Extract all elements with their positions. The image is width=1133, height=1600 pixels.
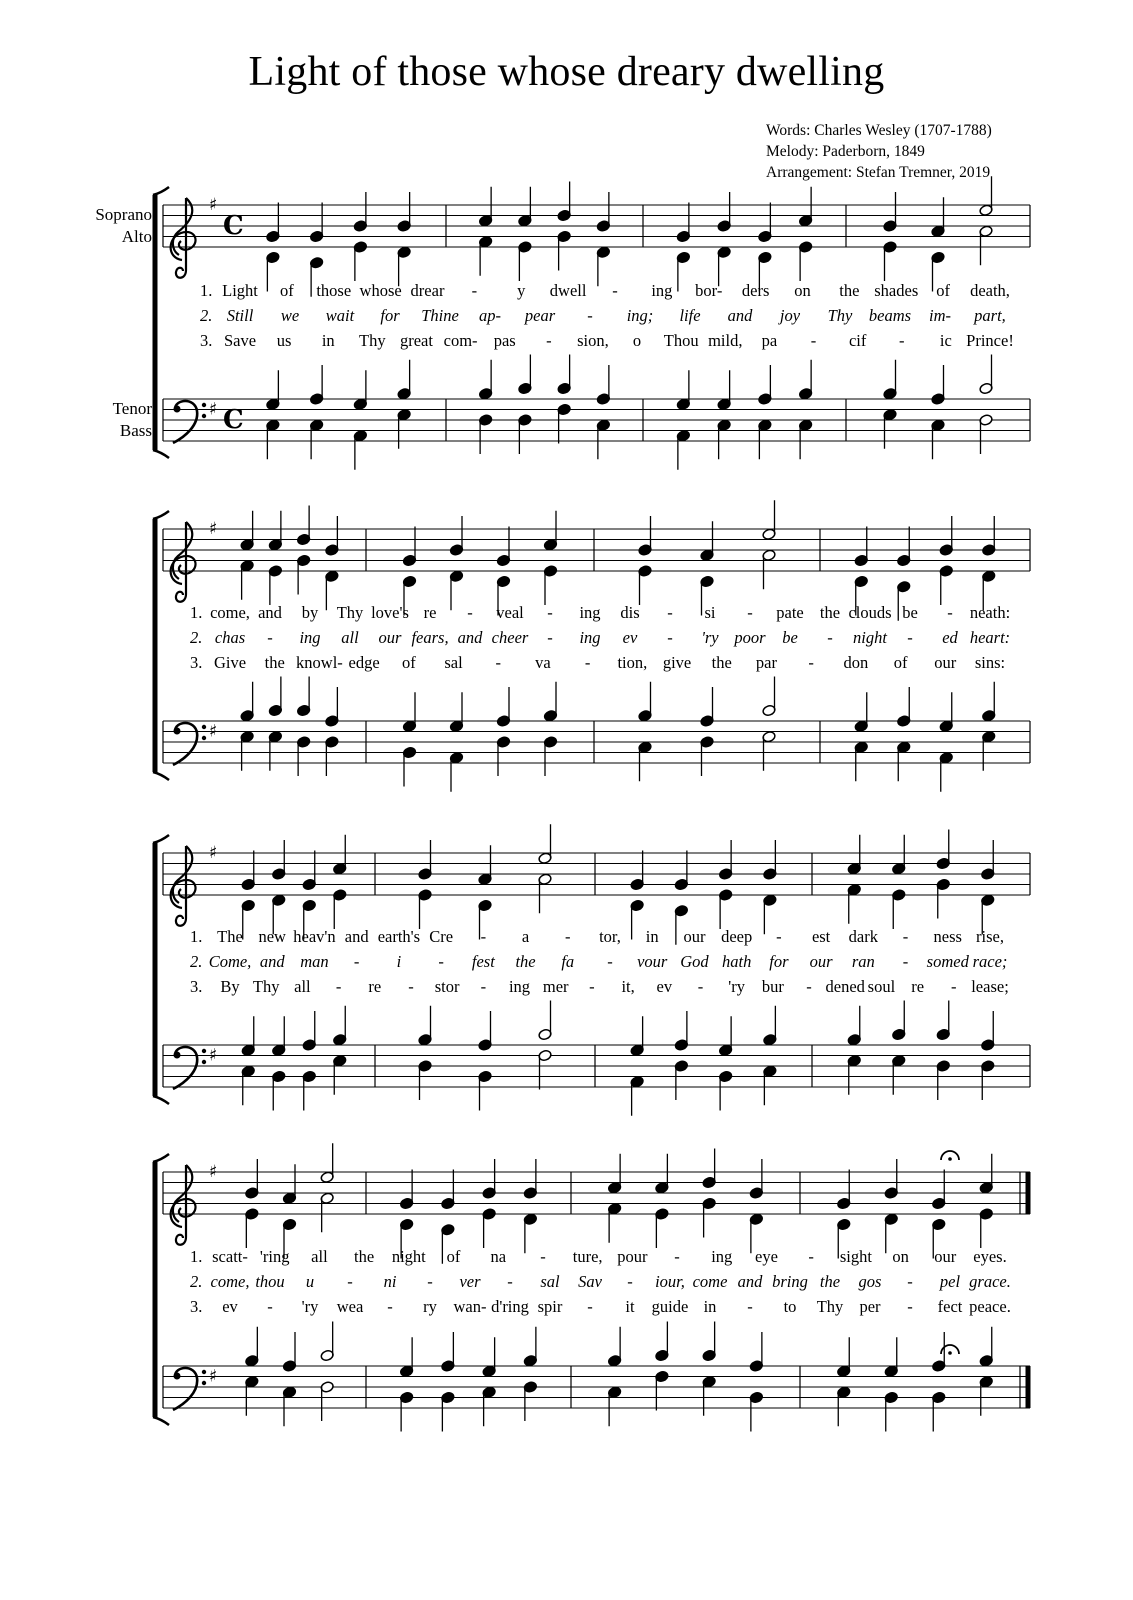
lyric-syllable: - — [387, 1297, 393, 1316]
lyric-syllable: 'ry — [728, 977, 746, 996]
lyric-syllable: grace. — [969, 1272, 1011, 1291]
lyric-syllable: ed — [942, 628, 958, 647]
verse-number: 3. — [190, 977, 203, 996]
lyric-syllable: neath: — [969, 603, 1011, 622]
lyric-syllable: our — [378, 628, 402, 647]
lyric-syllable: a — [521, 927, 530, 946]
lyric-syllable: si — [704, 603, 716, 622]
lyric-syllable: 'ry — [701, 628, 719, 647]
lyric-syllable: 'ring — [259, 1247, 290, 1266]
lyric-syllable: o — [632, 331, 642, 350]
lyric-syllable: our — [934, 1247, 957, 1266]
lyric-syllable: tion, — [617, 653, 648, 672]
lyric-syllable: - — [540, 1247, 546, 1266]
lyric-syllable: give — [662, 653, 692, 672]
lyric-syllable: soul — [867, 977, 896, 996]
sharp-key-signature-icon: ♯ — [209, 195, 218, 215]
lyric-syllable: - — [565, 927, 571, 946]
lyric-syllable: tor, — [599, 927, 621, 946]
verse-number: 3. — [200, 331, 213, 350]
lyric-syllable: va — [535, 653, 551, 672]
lyric-syllable: our — [809, 952, 833, 971]
lyric-syllable: our — [683, 927, 706, 946]
lyric-syllable: the — [515, 952, 536, 971]
lyric-line-verse-1 — [0, 281, 1133, 303]
lyric-syllable: edge — [348, 653, 380, 672]
lyric-syllable: - — [810, 331, 817, 350]
lyric-syllable: par — [755, 653, 778, 672]
lyric-syllable: of — [401, 653, 416, 672]
lyric-syllable: all — [311, 1247, 328, 1266]
lyric-syllable: joy — [779, 306, 801, 325]
lyric-syllable: - — [507, 1272, 513, 1291]
lyric-syllable: pel — [939, 1272, 961, 1291]
verse-number: 2. — [190, 952, 203, 971]
fermata-dot — [948, 1157, 952, 1161]
lyric-syllable: Save — [223, 331, 257, 350]
lyric-syllable: - — [907, 1272, 913, 1291]
lyric-syllable: ing; — [626, 306, 654, 325]
lyric-syllable: Cre — [429, 927, 454, 946]
lyric-syllable: d'ring — [491, 1297, 529, 1316]
lyric-syllable: great — [399, 331, 433, 350]
lyric-syllable: sion, — [577, 331, 609, 350]
lyric-syllable: in — [321, 331, 335, 350]
lyric-syllable: night — [391, 1247, 426, 1266]
lyric-syllable: ing — [508, 977, 531, 996]
lyric-syllable: Come, — [208, 952, 252, 971]
lyric-syllable: lease; — [971, 977, 1009, 996]
lyric-syllable: wea — [336, 1297, 364, 1316]
lyric-syllable: ture, — [572, 1247, 603, 1266]
lyric-syllable: By — [220, 977, 240, 996]
lyric-syllable: ing — [651, 281, 673, 300]
lyric-syllable: - — [408, 977, 414, 996]
lyric-syllable: we — [280, 306, 300, 325]
lyric-syllable: ni — [383, 1272, 397, 1291]
lyric-syllable: - — [547, 603, 553, 622]
lyric-line-verse-3 — [0, 331, 1133, 353]
lyric-syllable: night — [853, 628, 887, 647]
lyric-syllable: rise, — [976, 927, 1004, 946]
lyric-syllable: - — [495, 653, 501, 672]
lyric-syllable: of — [446, 1247, 461, 1266]
lyric-syllable: deep — [721, 927, 753, 946]
lyric-syllable: stor — [434, 977, 460, 996]
lyric-syllable: y — [517, 281, 526, 300]
bass-clef-icon — [173, 723, 206, 765]
lyric-syllable: na — [490, 1247, 507, 1266]
lyric-syllable: mer — [542, 977, 569, 996]
lyric-syllable: to — [783, 1297, 797, 1316]
lyric-syllable: ders — [741, 281, 770, 300]
lyric-syllable: wait — [325, 306, 355, 325]
lyric-syllable: on — [892, 1247, 909, 1266]
lyric-syllable: pour — [617, 1247, 648, 1266]
lyric-syllable: the — [839, 281, 860, 300]
label-bass: Bass — [119, 421, 152, 440]
lyric-syllable: by — [301, 603, 319, 622]
lyric-syllable: Still — [226, 306, 254, 325]
lyric-syllable: - — [806, 977, 812, 996]
lyric-syllable: wan- — [453, 1297, 487, 1316]
lyric-syllable: whose — [359, 281, 402, 300]
verse-number: 2. — [200, 306, 213, 325]
lyric-syllable: - — [907, 1297, 913, 1316]
lyric-syllable: scatt- — [212, 1247, 248, 1266]
lyric-syllable: pa — [761, 331, 778, 350]
lyric-syllable: of — [280, 281, 294, 300]
verse-number: 3. — [190, 653, 203, 672]
lyric-syllable: - — [902, 927, 909, 946]
lyric-syllable: it, — [621, 977, 635, 996]
lyric-syllable: knowl- — [296, 653, 343, 672]
lyric-syllable: hath — [721, 952, 752, 971]
lyric-syllable: it — [625, 1297, 635, 1316]
lyric-syllable: ran — [851, 952, 875, 971]
credit-arrangement: Arrangement: Stefan Tremner, 2019 — [766, 164, 991, 181]
lyric-syllable: ry — [423, 1297, 437, 1316]
lyric-syllable: all — [341, 628, 359, 647]
sharp-key-signature-icon: ♯ — [209, 843, 218, 863]
lyric-syllable: dark — [848, 927, 878, 946]
lyric-syllable: ing — [579, 603, 601, 622]
lyric-syllable: pear — [524, 306, 556, 325]
lyric-syllable: - — [697, 977, 704, 996]
fermata-dot — [948, 1351, 952, 1355]
lyric-syllable: veal — [496, 603, 524, 622]
lyric-syllable: come — [692, 1272, 728, 1291]
lyric-syllable: - — [546, 331, 552, 350]
lyric-syllable: - — [808, 1247, 814, 1266]
lyric-syllable: - — [674, 1247, 680, 1266]
lyric-syllable: Thou — [663, 331, 699, 350]
lyric-syllable: re — [368, 977, 382, 996]
lyric-syllable: pate — [776, 603, 804, 622]
lyric-syllable: and — [727, 306, 753, 325]
lyric-syllable: ness — [933, 927, 962, 946]
time-signature-common: C — [223, 405, 244, 435]
lyric-syllable: Give — [213, 653, 247, 672]
lyric-syllable: our — [934, 653, 957, 672]
hymn-title: Light of those whose dreary dwelling — [248, 49, 885, 95]
lyric-syllable: and — [457, 628, 483, 647]
lyric-syllable: i — [396, 952, 402, 971]
verse-number: 1. — [190, 927, 203, 946]
lyric-syllable: - — [951, 977, 957, 996]
lyric-syllable: clouds — [848, 603, 892, 622]
lyric-syllable: bring — [772, 1272, 808, 1291]
lyric-syllable: com- — [443, 331, 478, 350]
lyric-syllable: come, — [210, 603, 250, 622]
lyric-syllable: - — [547, 628, 553, 647]
lyric-syllable: and — [344, 927, 369, 946]
lyric-line-verse-2 — [0, 628, 1133, 650]
lyric-syllable: - — [607, 952, 613, 971]
lyric-syllable: per — [859, 1297, 881, 1316]
lyric-syllable: 'ry — [301, 1297, 319, 1316]
sharp-key-signature-icon: ♯ — [209, 1366, 218, 1387]
bracket-top-hook — [153, 511, 169, 519]
lyric-line-verse-1 — [0, 603, 1133, 625]
bracket-top-hook — [153, 835, 169, 843]
lyric-syllable: re — [911, 977, 925, 996]
lyric-syllable: spir — [537, 1297, 563, 1316]
lyric-syllable: the — [354, 1247, 375, 1266]
lyric-syllable: Sav — [578, 1272, 602, 1291]
lyric-syllable: - — [587, 1297, 593, 1316]
lyric-syllable: - — [267, 628, 273, 647]
lyric-syllable: Thy — [359, 331, 386, 350]
bracket-bottom-hook — [153, 450, 169, 458]
bass-clef-icon — [173, 1047, 206, 1089]
lyric-syllable: - — [480, 977, 487, 996]
lyric-syllable: life — [679, 306, 701, 325]
lyric-syllable: - — [587, 306, 593, 325]
lyric-line-verse-1 — [0, 1247, 1133, 1269]
lyric-syllable: - — [353, 952, 360, 971]
verse-number: 3. — [190, 1297, 203, 1316]
treble-clef-icon — [171, 198, 196, 278]
lyric-syllable: dis — [620, 603, 640, 622]
lyric-syllable: - — [747, 603, 753, 622]
lyric-line-verse-3 — [0, 653, 1133, 675]
lyric-syllable: Prince! — [966, 331, 1014, 350]
lyric-syllable: - — [899, 331, 905, 350]
treble-clef-icon — [171, 522, 196, 602]
verse-number: 1. — [190, 1247, 203, 1266]
lyric-syllable: cif — [848, 331, 867, 350]
lyric-syllable: sal — [540, 1272, 560, 1291]
lyric-syllable: man — [300, 952, 329, 971]
sharp-key-signature-icon: ♯ — [209, 1045, 218, 1066]
lyric-syllable: - — [612, 281, 618, 300]
lyric-syllable: ing — [711, 1247, 733, 1266]
sharp-key-signature-icon: ♯ — [209, 721, 218, 742]
treble-clef-icon — [171, 846, 196, 926]
lyric-syllable: bur — [761, 977, 784, 996]
verse-number: 1. — [190, 603, 203, 622]
lyric-syllable: re — [423, 603, 437, 622]
lyric-line-verse-3 — [0, 977, 1133, 999]
lyric-syllable: - — [584, 653, 591, 672]
lyric-syllable: mild, — [708, 331, 743, 350]
lyric-syllable: in — [703, 1297, 717, 1316]
lyric-syllable: the — [264, 653, 285, 672]
lyric-syllable: the — [819, 603, 841, 622]
lyric-line-verse-2 — [0, 306, 1133, 328]
lyric-syllable: dwell — [549, 281, 587, 300]
lyric-syllable: - — [438, 952, 444, 971]
lyric-syllable: somed — [926, 952, 969, 971]
lyric-syllable: and — [258, 603, 282, 622]
lyric-syllable: im- — [929, 306, 951, 325]
label-alto: Alto — [121, 227, 152, 246]
lyric-syllable: sal — [444, 653, 463, 672]
lyric-syllable: fest — [471, 952, 495, 971]
lyric-syllable: ev — [656, 977, 673, 996]
lyric-syllable: - — [627, 1272, 633, 1291]
lyric-syllable: heart: — [969, 628, 1011, 647]
time-signature-common: C — [223, 211, 244, 241]
lyric-syllable: and — [737, 1272, 763, 1291]
lyric-syllable: new — [258, 927, 286, 946]
lyric-syllable: Thy — [336, 603, 364, 622]
lyric-syllable: ev — [622, 628, 638, 647]
lyric-syllable: - — [471, 281, 478, 300]
bass-clef-icon — [173, 1368, 206, 1410]
lyric-syllable: - — [747, 1297, 753, 1316]
lyric-syllable: shades — [874, 281, 919, 300]
lyric-line-verse-2 — [0, 1272, 1133, 1294]
lyric-syllable: eye — [755, 1247, 778, 1266]
lyric-syllable: ing — [299, 628, 321, 647]
lyric-syllable: be — [782, 628, 798, 647]
lyric-syllable: bor- — [695, 281, 723, 300]
verse-number: 2. — [190, 628, 203, 647]
lyric-syllable: beams — [868, 306, 912, 325]
verse-number: 1. — [200, 281, 213, 300]
lyric-syllable: in — [645, 927, 659, 946]
verse-number: 2. — [190, 1272, 203, 1291]
lyric-syllable: of — [893, 653, 908, 672]
lyric-syllable: - — [667, 603, 673, 622]
bracket-bottom-hook — [153, 772, 169, 780]
lyric-syllable: Light — [222, 281, 258, 300]
lyric-syllable: ic — [939, 331, 952, 350]
lyric-syllable: dened — [825, 977, 865, 996]
lyric-syllable: pas — [493, 331, 516, 350]
lyric-syllable: peace. — [969, 1297, 1011, 1316]
lyric-syllable: vour — [637, 952, 668, 971]
lyric-syllable: cheer — [491, 628, 529, 647]
lyric-syllable: for — [380, 306, 400, 325]
lyric-syllable: - — [347, 1272, 353, 1291]
lyric-syllable: - — [808, 653, 814, 672]
lyric-syllable: - — [827, 628, 833, 647]
lyric-syllable: come, — [210, 1272, 250, 1291]
lyric-syllable: - — [267, 1297, 273, 1316]
label-soprano: Soprano — [95, 205, 152, 224]
lyric-syllable: of — [936, 281, 950, 300]
lyric-syllable: don — [843, 653, 869, 672]
lyric-syllable: - — [467, 603, 473, 622]
lyric-syllable: ver — [459, 1272, 481, 1291]
credit-melody: Melody: Paderborn, 1849 — [766, 143, 925, 160]
sharp-key-signature-icon: ♯ — [209, 1162, 218, 1182]
lyric-syllable: on — [794, 281, 811, 300]
lyric-syllable: - — [902, 952, 909, 971]
lyric-syllable: ap- — [479, 306, 501, 325]
lyric-syllable: ev — [222, 1297, 238, 1316]
lyric-syllable: - — [667, 628, 673, 647]
bracket-top-hook — [153, 1154, 169, 1162]
lyric-line-verse-2 — [0, 952, 1133, 974]
lyric-syllable: love's — [371, 603, 409, 622]
lyric-syllable: fa — [561, 952, 575, 971]
lyric-syllable: - — [480, 927, 487, 946]
lyric-syllable: The — [217, 927, 243, 946]
lyric-line-verse-1 — [0, 927, 1133, 949]
lyric-syllable: part, — [974, 306, 1006, 325]
lyric-syllable: est — [811, 927, 831, 946]
bracket-bottom-hook — [153, 1096, 169, 1104]
lyric-syllable: all — [294, 977, 311, 996]
lyric-syllable: fears, — [411, 628, 449, 647]
lyric-syllable: those — [316, 281, 352, 300]
lyric-syllable: earth's — [377, 927, 421, 946]
lyric-syllable: us — [276, 331, 292, 350]
bass-clef-icon — [173, 401, 206, 443]
lyric-syllable: poor — [734, 628, 766, 647]
lyric-syllable: - — [947, 603, 953, 622]
lyric-syllable: - — [427, 1272, 433, 1291]
lyric-syllable: chas — [214, 628, 246, 647]
lyric-syllable: Thy — [827, 306, 853, 325]
lyric-syllable: Thy — [816, 1297, 844, 1316]
lyric-syllable: - — [776, 927, 782, 946]
sharp-key-signature-icon: ♯ — [209, 399, 218, 420]
lyric-line-verse-3 — [0, 1297, 1133, 1319]
lyric-syllable: be — [902, 603, 918, 622]
lyric-syllable: the — [819, 1272, 841, 1291]
lyric-syllable: ing — [579, 628, 601, 647]
lyric-syllable: sight — [839, 1247, 872, 1266]
sharp-key-signature-icon: ♯ — [209, 519, 218, 539]
lyric-syllable: Thine — [421, 306, 459, 325]
treble-clef-icon — [171, 1165, 196, 1245]
lyric-syllable: the — [711, 653, 732, 672]
label-tenor: Tenor — [112, 399, 152, 418]
lyric-syllable: - — [589, 977, 595, 996]
lyric-syllable: u — [305, 1272, 315, 1291]
lyric-syllable: heav'n — [293, 927, 336, 946]
lyric-syllable: for — [769, 952, 789, 971]
credit-words: Words: Charles Wesley (1707-1788) — [766, 122, 992, 139]
lyric-syllable: and — [259, 952, 285, 971]
lyric-syllable: gos — [858, 1272, 882, 1291]
lyric-syllable: Thy — [252, 977, 280, 996]
lyric-syllable: thou — [255, 1272, 285, 1291]
lyric-syllable: iour, — [655, 1272, 685, 1291]
bracket-top-hook — [153, 187, 169, 195]
lyric-syllable: fect — [937, 1297, 963, 1316]
lyric-syllable: death, — [970, 281, 1010, 300]
lyric-syllable: race; — [972, 952, 1008, 971]
bracket-bottom-hook — [153, 1417, 169, 1425]
lyric-syllable: guide — [651, 1297, 689, 1316]
lyric-syllable: God — [680, 952, 709, 971]
lyric-syllable: eyes. — [973, 1247, 1007, 1266]
lyric-syllable: sins: — [974, 653, 1006, 672]
lyric-syllable: drear — [410, 281, 445, 300]
lyric-syllable: - — [907, 628, 913, 647]
lyric-syllable: - — [335, 977, 342, 996]
